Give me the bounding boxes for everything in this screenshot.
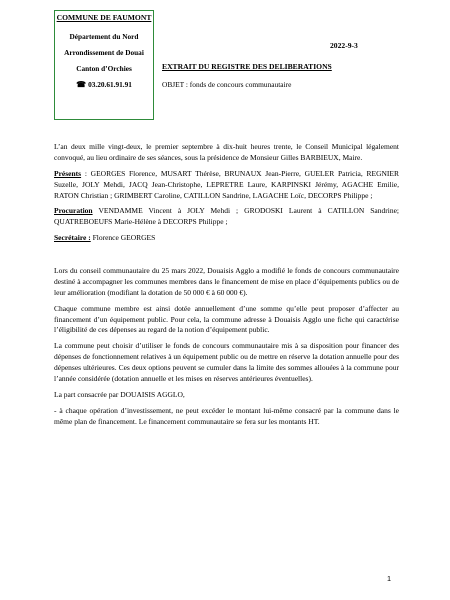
document-date: 2022-9-3 xyxy=(330,41,358,50)
present-paragraph xyxy=(54,169,399,202)
paragraph-part-consacree: La part consacrée par DOUAISIS AGGLO, xyxy=(54,389,185,399)
commune-name: COMMUNE DE FAUMONT xyxy=(56,13,152,22)
procuration-label: Procuration xyxy=(54,206,93,216)
arrondissement-label: Arrondissement de Douai xyxy=(64,48,144,58)
document-body xyxy=(54,142,399,432)
commune-header-box xyxy=(54,10,154,120)
procuration-list: VENDAMME Vincent à JOLY Mehdi ; GRODOSKI Laurent à CATILLON Sandrine; QUATREBOEUFS Marie-Hélène à DECORPS Philippe ; xyxy=(54,206,399,227)
document-object: OBJET : fonds de concours communautaire xyxy=(162,80,292,89)
present-label: Présents xyxy=(54,168,82,178)
paragraph-utilisation: La commune peut choisir d’utiliser le fonds de concours communautaire mis à sa disposition pour financer des dépenses de fonctionnement relatives à un équipement public ou de mettre en réserve la dotation annuelle pour des dépenses ultérieures. Ces deux options peuvent se cumuler dans la limite des sommes allouées à la commune pour l’année considérée (dotation annuelle et les mises en réserves antérieures éventuelles). xyxy=(54,341,399,383)
secretaire-paragraph xyxy=(54,233,399,244)
opening-paragraph: L’an deux mille vingt-deux, le premier septembre à dix-huit heures trente, le Conseil Municipal légalement convoqué, au lieu ordinaire de ses séances, sous la présidence de Monsieur Gilles BARBIEUX, Maire. xyxy=(54,142,399,162)
department-label: Département du Nord xyxy=(69,31,139,41)
spacer xyxy=(54,249,399,266)
phone-line xyxy=(55,80,153,89)
paragraph-dotation: Chaque commune membre est ainsi dotée annuellement d’une somme qu’elle peut proposer d’affecter au financement d’un équipement public. Pour cela, la commune adresse à Douaisis Agglo une fiche qui caractérise l’éligibilité de ces dépenses au regard de la notion d’équipement public. xyxy=(54,303,399,335)
phone-number: 03.20.61.91.91 xyxy=(88,79,132,89)
canton-label: Canton d’Orchies xyxy=(76,63,132,73)
procuration-paragraph xyxy=(54,206,399,228)
secretaire-name: Florence GEORGES xyxy=(90,233,156,243)
paragraph-fonds-modification: Lors du conseil communautaire du 25 mars 2022, Douaisis Agglo a modifié le fonds de concours communautaire destiné à accompagner les communes membres dans le financement de mise en place d’équipements publics ou de leur amélioration (modifiant la dotation de 50 000 € à 60 000 €). xyxy=(54,266,399,297)
paragraph-operation-investissement: - à chaque opération d’investissement, ne peut excéder le montant lui-même consacré par la commune dans le même plan de financement. Le financement communautaire se fera sur les montants HT. xyxy=(54,405,399,426)
present-list: : GEORGES Florence, MUSART Thérèse, BRUNAUX Jean-Pierre, GUELER Patricia, REGNIER Suzelle, JOLY Mehdi, JACQ Jean-Christophe, LEPRETRE Laure, KARPINSKI Jérémy, AGACHE Emilie, RATON Christian ; GRIMBERT Caroline, CATILLON Sandrine, LAGACHE Loïc, DECORPS Philippe ; xyxy=(54,168,399,200)
document-title: EXTRAIT DU REGISTRE DES DELIBERATIONS xyxy=(162,62,332,71)
page-number: 1 xyxy=(387,574,392,583)
secretaire-label: Secrétaire : xyxy=(54,233,91,243)
telephone-icon: ☎ xyxy=(76,79,87,89)
